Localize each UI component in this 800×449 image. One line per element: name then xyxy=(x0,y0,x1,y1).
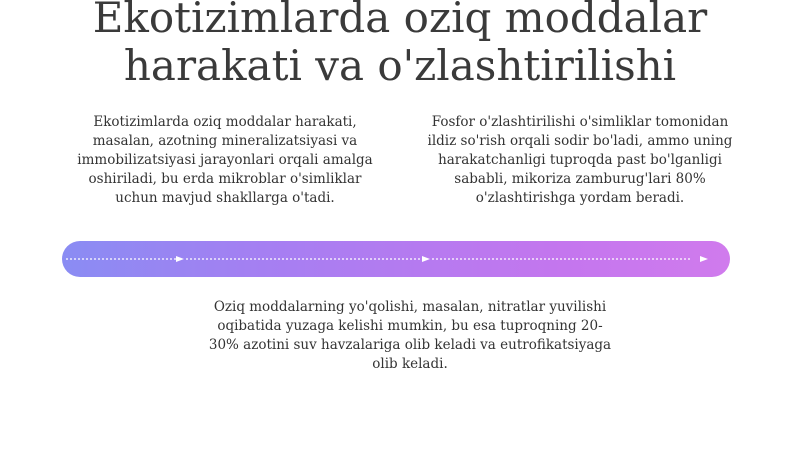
arrow-head-icon xyxy=(700,256,708,262)
arrow-head-icon xyxy=(176,256,184,262)
timeline-arrows xyxy=(62,241,730,277)
timeline-bar xyxy=(62,241,730,277)
page-title: Ekotizimlarda oziq moddalar harakati va o'zlashtirilishi xyxy=(92,0,708,90)
text-block-right: Fosfor o'zlashtirilishi o'simliklar tomonidan ildiz so'rish orqali sodir bo'ladi, ammo uning harakatchanligi tuproqda past bo'lganligi sababli, mikoriza zamburug'lari 80% o'zlashtirishga yordam beradi. xyxy=(427,114,733,206)
text-block-bottom: Oziq moddalarning yo'qolishi, masalan, nitratlar yuvilishi oqibatida yuzaga kelishi mumkin, bu esa tuproqning 20-30% azotini suv havzalariga olib keladi va eutrofikatsiyaga olib keladi. xyxy=(208,299,612,372)
arrow-head-icon xyxy=(422,256,430,262)
text-block-left: Ekotizimlarda oziq moddalar harakati, masalan, azotning mineralizatsiyasi va immobilizatsiyasi jarayonlari orqali amalga oshiriladi, bu erda mikroblar o'simliklar uchun mavjud shakllarga o'tadi. xyxy=(77,114,373,206)
